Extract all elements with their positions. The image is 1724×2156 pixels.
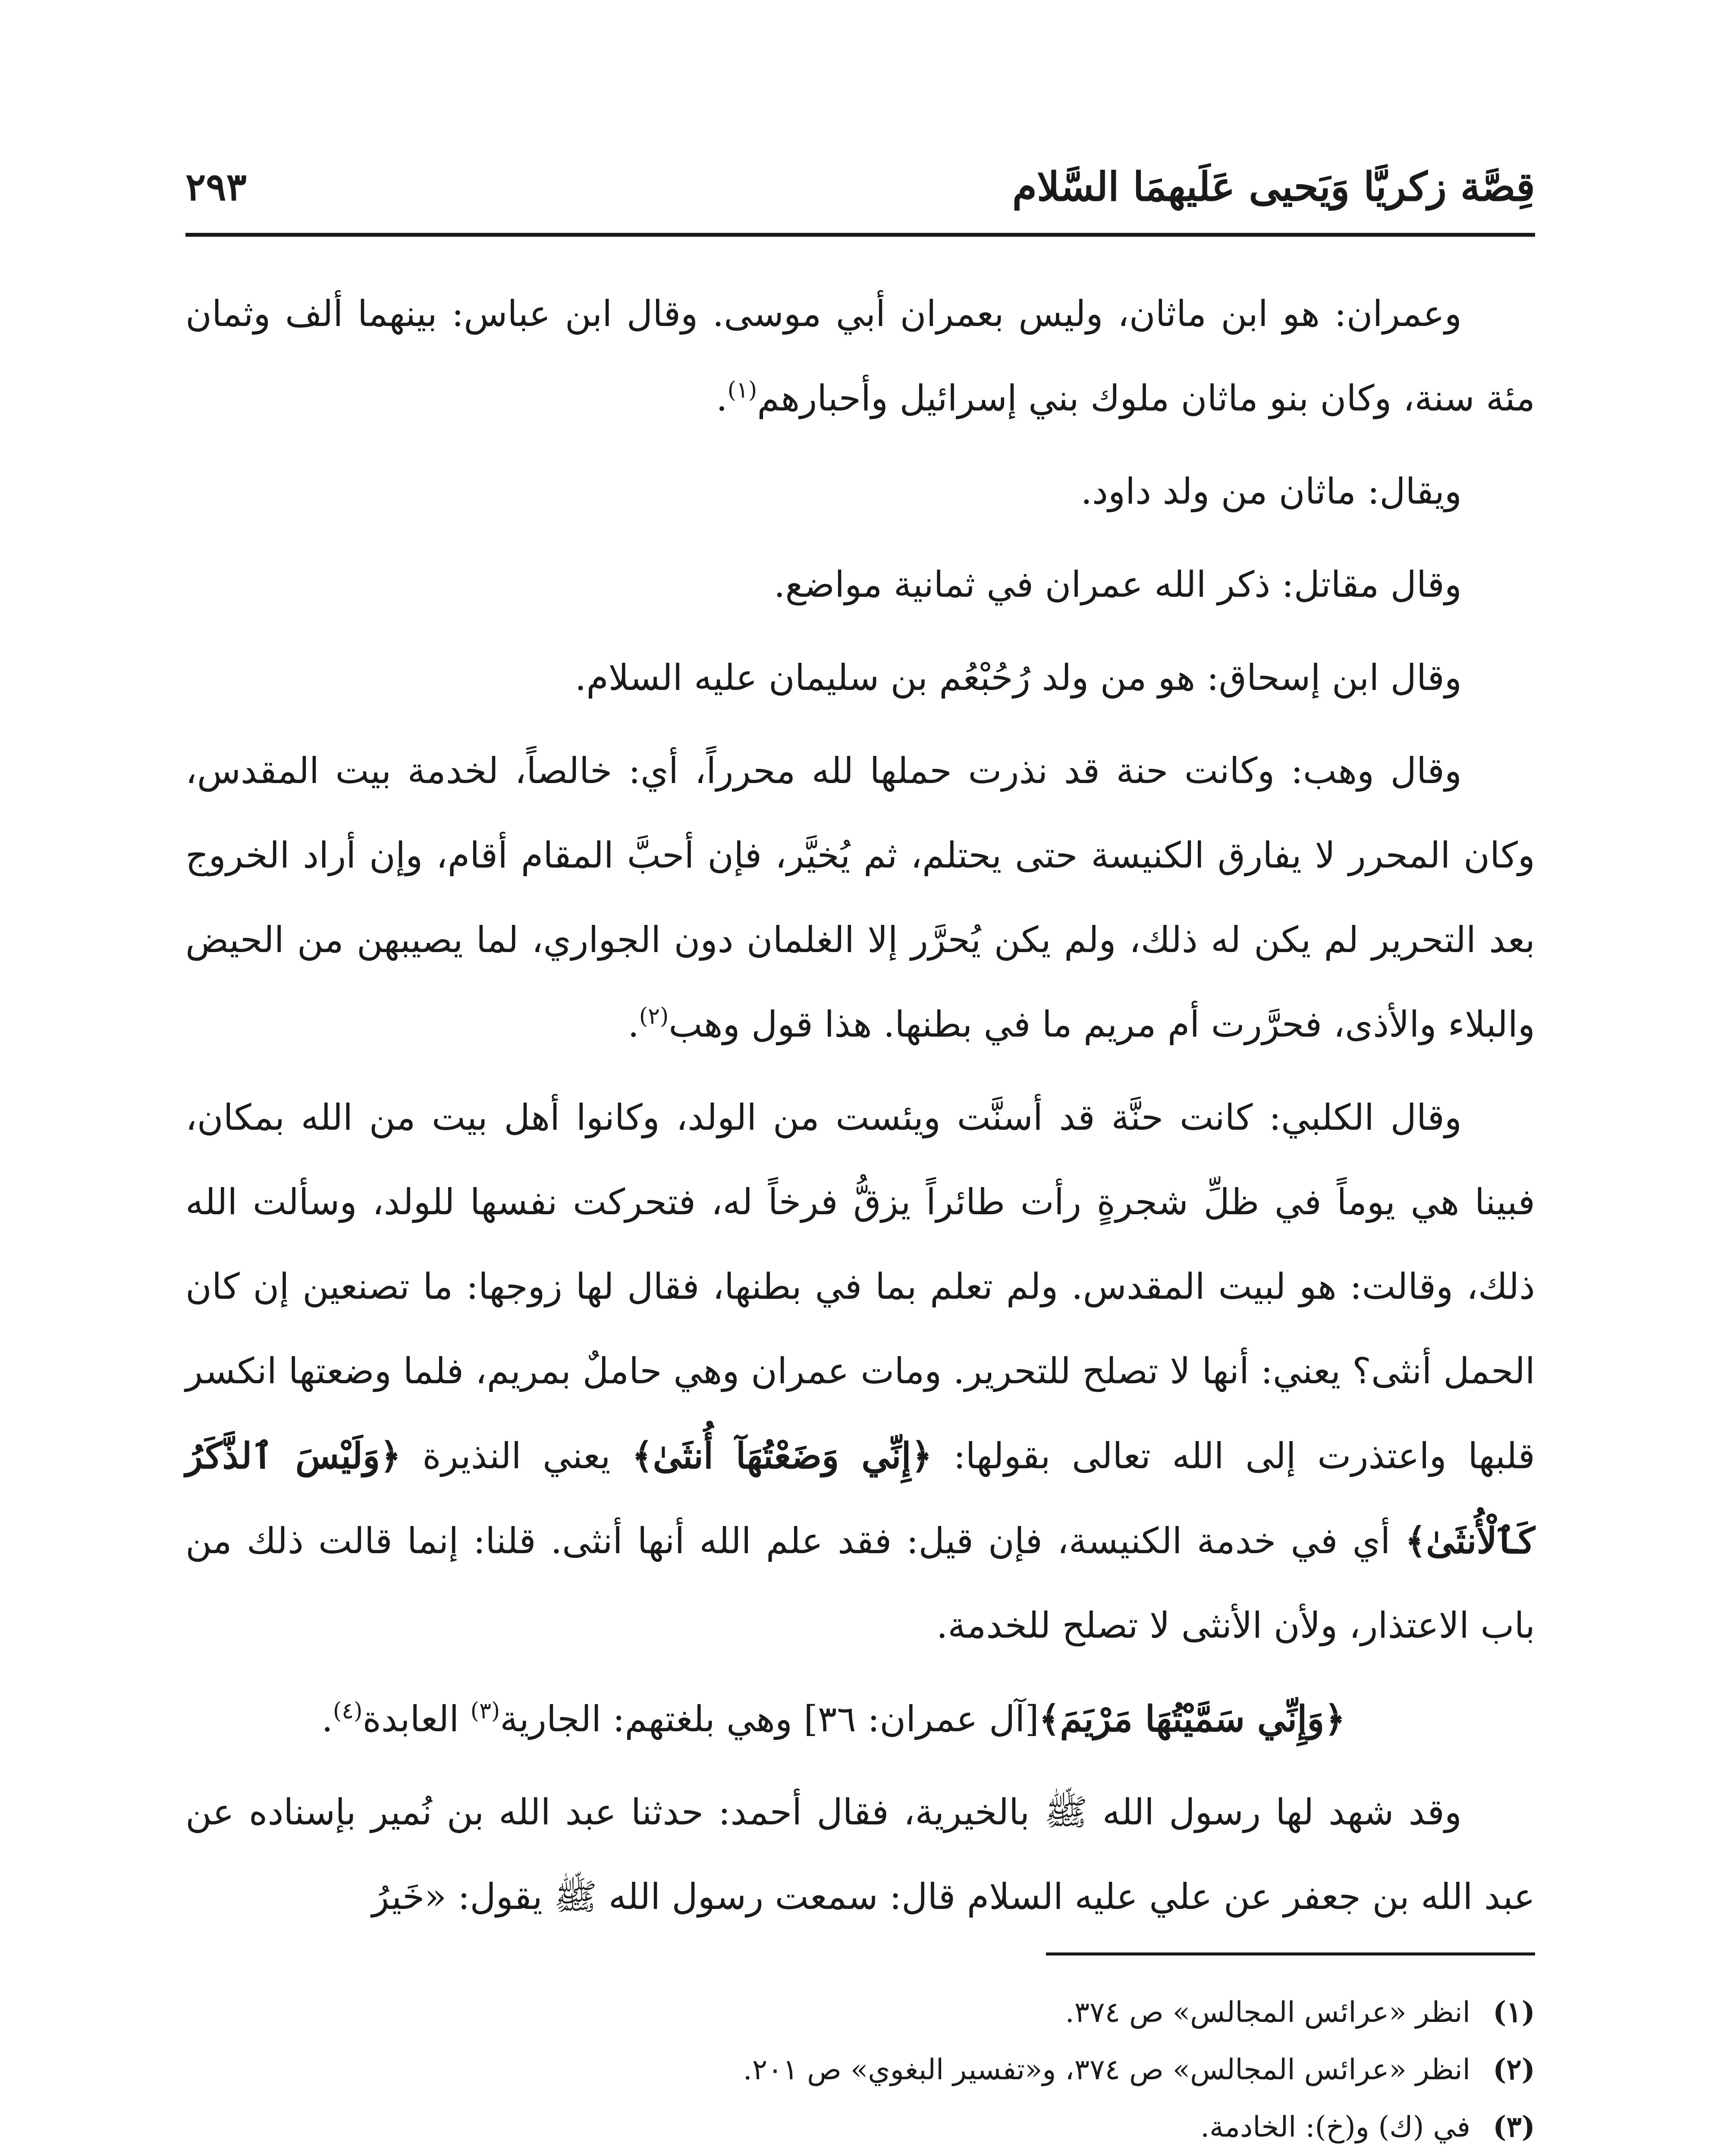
verse-end: . xyxy=(321,1698,333,1740)
paragraph-text: يعني النذيرة xyxy=(401,1435,632,1477)
footnote-item xyxy=(185,2041,1535,2098)
footnote-item xyxy=(185,1984,1535,2041)
footnotes xyxy=(185,1984,1535,2156)
paragraph-text: وعمران: هو ابن ماثان، وليس بعمران أبي موسى. وقال ابن عباس: بينهما ألف وثمان مئة سنة، وكان بنو ماثان ملوك بني إسرائيل وأحبارهم xyxy=(185,293,1535,419)
footnote-ref-1: (١) xyxy=(727,377,757,403)
footnote-rule xyxy=(1046,1952,1535,1955)
paragraph-text: أي في خدمة الكنيسة، فإن قيل: فقد علم الله أنها أنثى. قلنا: إنما قالت ذلك من باب الاعتذار، ولأن الأنثى لا تصلح للخدمة. xyxy=(185,1520,1535,1646)
paragraph-muqatil: وقال مقاتل: ذكر الله عمران في ثمانية مواضع. xyxy=(774,564,1462,605)
verse-text: العابدة xyxy=(362,1698,471,1740)
footnote-text: انظر «عرائس المجالس» ص ٣٧٤. xyxy=(1065,1996,1470,2029)
page-header xyxy=(185,159,1535,215)
paragraph-kalbi xyxy=(185,1075,1535,1668)
verse-text: وهي بلغتهم: الجارية xyxy=(500,1698,804,1740)
paragraph-mathan: ويقال: ماثان من ولد داود. xyxy=(1080,470,1462,512)
quran-quote-3: ﴿وَإِنِّي سَمَّيْتُهَا مَرْيَمَ﴾ xyxy=(1039,1698,1345,1740)
footnote-ref-4: (٤) xyxy=(333,1698,363,1724)
paragraph-wahb xyxy=(185,729,1535,1067)
paragraph-text: وقال الكلبي: كانت حنَّة قد أسنَّت ويئست من الولد، وكانوا أهل بيت من الله بمكان، فبينا هي يوماً في ظلِّ شجرةٍ رأت طائراً يزقُّ فرخاً له، فتحركت نفسها للولد، وسألت الله ذلك، وقالت: هو لبيت المقدس. ولم تعلم بما في بطنها، فقال لها زوجها: ما تصنعين إن كان الحمل أنثى؟ يعني: أنها لا تصلح للتحرير. ومات عمران وهي حاملٌ بمريم، فلما وضعتها انكسر قلبها واعتذرت إلى الله تعالى بقولها: xyxy=(185,1097,1535,1477)
paragraph-imran xyxy=(185,272,1535,441)
footnote-ref-3: (٣) xyxy=(470,1698,500,1724)
quran-quote-1: ﴿إِنِّي وَضَعْتُهَآ أُنثَىٰ﴾ xyxy=(631,1435,933,1477)
header-rule xyxy=(185,233,1535,237)
footnote-ref-2: (٢) xyxy=(639,1003,669,1029)
footnote-text: في (ك) و(خ): الخادمة. xyxy=(1200,2110,1470,2143)
paragraph-text: وقال وهب: وكانت حنة قد نذرت حملها لله محرراً، أي: خالصاً، لخدمة بيت المقدس، وكان المحرر لا يفارق الكنيسة حتى يحتلم، ثم يُخيَّر، فإن أحبَّ المقام أقام، وإن أراد الخروج بعد التحرير لم يكن له ذلك، ولم يكن يُحرَّر إلا الغلمان دون الجواري، لما يصيبهن من الحيض والبلاء والأذى، فحرَّرت أم مريم ما في بطنها. هذا قول وهب xyxy=(185,750,1535,1045)
paragraph-end: . xyxy=(628,1003,639,1045)
page-number: ٢٩٣ xyxy=(185,164,247,209)
paragraph-ahmad: وقد شهد لها رسول الله ﷺ بالخيرية، فقال أحمد: حدثنا عبد الله بن نُمير بإسناده عن عبد الله بن جعفر عن علي عليه السلام قال: سمعت رسول الله ﷺ يقول: «خَيرُ xyxy=(185,1791,1535,1918)
footnote-number: (١) xyxy=(1493,1995,1535,2029)
footnote-number: (٣) xyxy=(1493,2110,1535,2143)
paragraph-ibn-ishaq: وقال ابن إسحاق: هو من ولد رُحُبْعُم بن سليمان عليه السلام. xyxy=(575,657,1462,699)
footnote-number: (٢) xyxy=(1493,2053,1535,2086)
main-text xyxy=(185,272,1535,1948)
footnote-item xyxy=(185,2098,1535,2156)
verse-line xyxy=(185,1677,1535,1761)
paragraph-end: . xyxy=(716,377,728,419)
running-title: قِصَّة زكريَّا وَيَحيى عَلَيهمَا السَّلام xyxy=(1012,163,1535,210)
footnote-text: انظر «عرائس المجالس» ص ٣٧٤، و«تفسير البغوي» ص ٢٠١. xyxy=(743,2053,1470,2086)
quran-quote-2: ﴿وَلَيْسَ ٱلذَّكَرُ كَٱلْأُنثَىٰ﴾ xyxy=(185,1435,1535,1562)
verse-reference: [آل عمران: ٣٦] xyxy=(804,1698,1039,1740)
